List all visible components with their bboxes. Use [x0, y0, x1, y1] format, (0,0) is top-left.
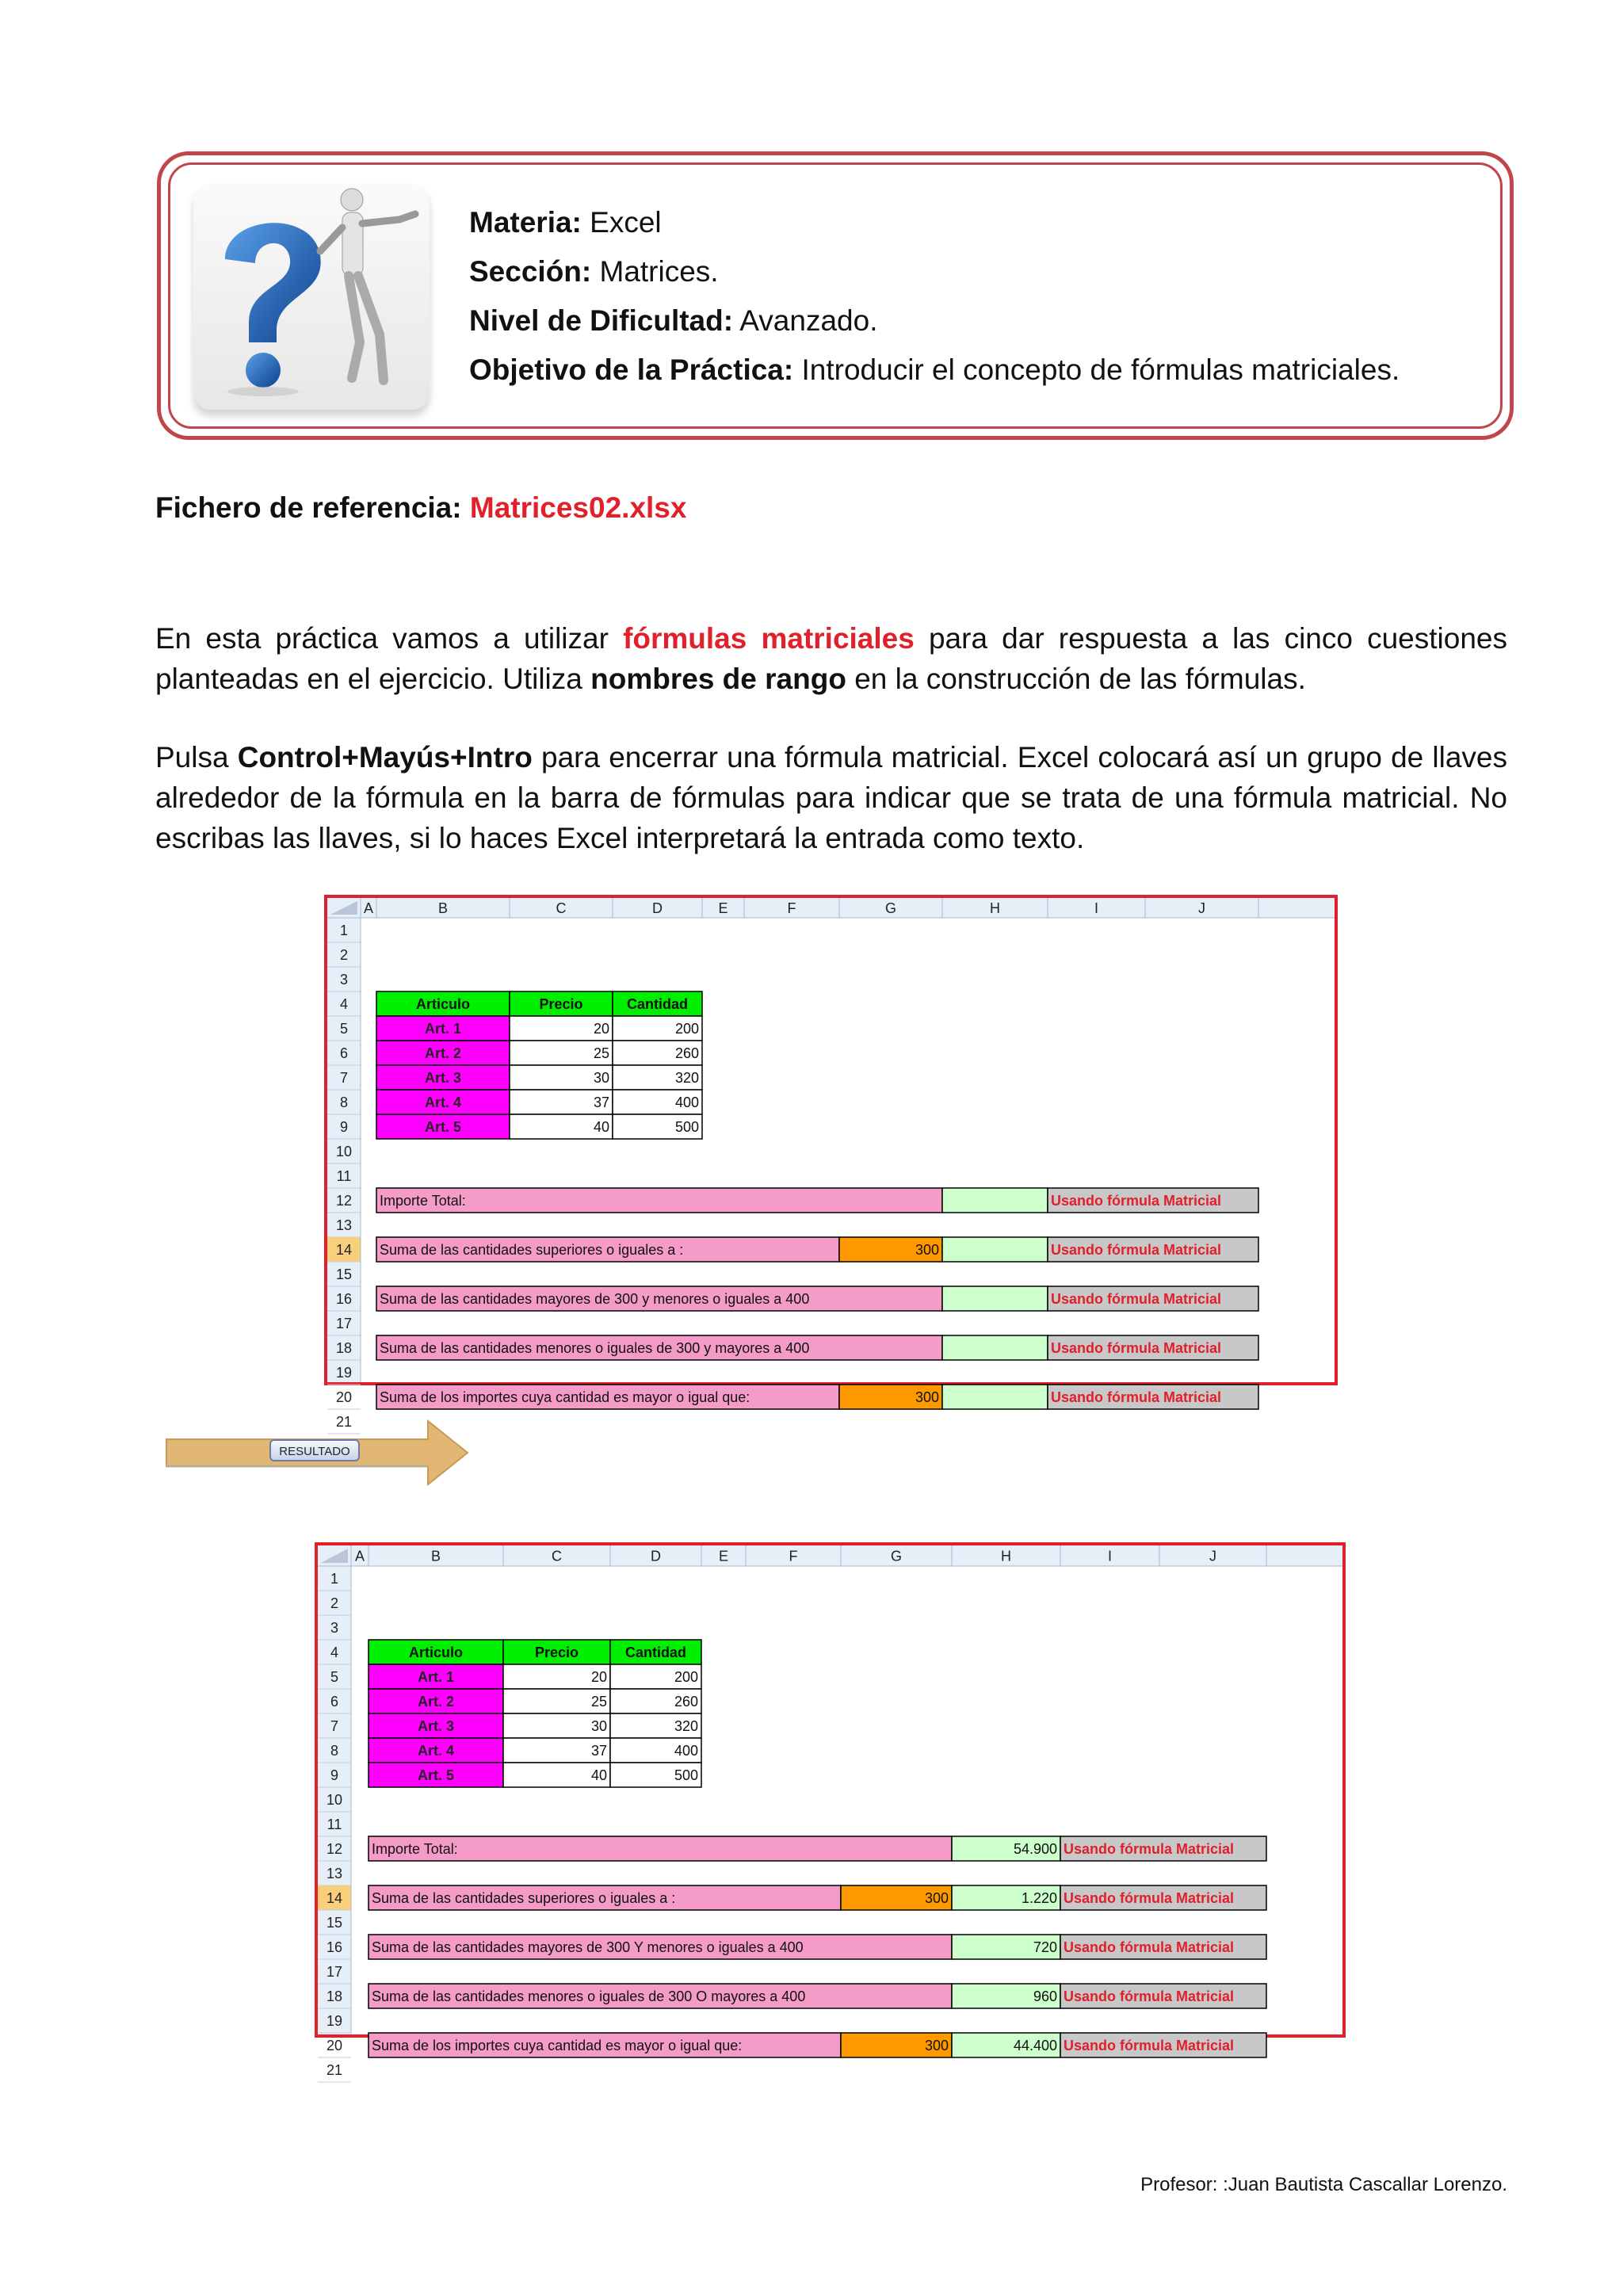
table-header-text: Cantidad: [626, 995, 689, 1012]
quantity-value: 500: [674, 1118, 699, 1135]
row-header: 20: [335, 1389, 353, 1405]
row-header: 4: [339, 995, 349, 1012]
price-value: 40: [593, 1118, 609, 1135]
formula-tag: Usando fórmula Matricial: [1064, 1988, 1235, 2004]
row-header: 16: [326, 1939, 343, 1955]
row-header: 11: [336, 1167, 352, 1184]
result-cell: [942, 1385, 1048, 1409]
row-header: 13: [335, 1217, 353, 1233]
column-header: J: [1198, 900, 1205, 916]
question-text: Suma de las cantidades mayores de 300 Y menores o iguales a 400: [372, 1939, 804, 1955]
criteria-value: 300: [924, 1889, 949, 1906]
instructions-paragraph: Pulsa Control+Mayús+Intro para encerrar una fórmula matricial. Excel colocará así un grupo de llaves alrededor de la fórmula en la barra de fórmulas para indicar que se trata de una fórmula matricial. No escribas las llaves, si lo haces Excel interpretará la entrada como texto.: [155, 741, 1507, 854]
row-header: 21: [335, 1413, 353, 1430]
row-header: 1: [330, 1570, 339, 1587]
header-subject: Materia: Excel: [469, 206, 662, 239]
row-header: 17: [326, 1963, 343, 1980]
result-cell: [942, 1335, 1048, 1360]
question-text: Suma de los importes cuya cantidad es mayor o igual que:: [372, 2037, 743, 2053]
price-value: 25: [590, 1693, 607, 1710]
column-header: G: [890, 1548, 903, 1564]
row-header: 12: [335, 1192, 353, 1209]
result-cell: [942, 1188, 1048, 1213]
article-name: Art. 4: [417, 1742, 455, 1759]
price-value: 20: [593, 1020, 609, 1037]
formula-tag: Usando fórmula Matricial: [1064, 1840, 1235, 1857]
column-header: C: [552, 1548, 562, 1564]
article-name: Art. 4: [424, 1094, 462, 1110]
resultado-button[interactable]: RESULTADO: [269, 1439, 360, 1461]
row-header: 17: [335, 1315, 353, 1331]
column-header: A: [363, 900, 374, 916]
price-value: 30: [590, 1717, 607, 1734]
table-header-text: Precio: [534, 1644, 579, 1660]
column-header: F: [789, 1548, 798, 1564]
row-header: 1: [339, 922, 349, 938]
result-cell: [942, 1237, 1048, 1262]
column-header: I: [1094, 900, 1099, 916]
quantity-value: 500: [674, 1767, 698, 1783]
article-name: Art. 1: [417, 1668, 455, 1685]
row-header: 10: [326, 1791, 343, 1808]
question-text: Suma de las cantidades menores o iguales de 300 O mayores a 400: [372, 1988, 806, 2004]
footer-professor: Profesor: :Juan Bautista Cascallar Lorenzo.: [1140, 2174, 1507, 2195]
row-header: 19: [326, 2012, 343, 2029]
price-value: 37: [590, 1742, 607, 1759]
header-difficulty: Nivel de Dificultad: Avanzado.: [469, 304, 878, 337]
question-text: Suma de las cantidades menores o iguales de 300 y mayores a 400: [380, 1339, 810, 1356]
result-value: 720: [1033, 1939, 1057, 1955]
article-name: Art. 3: [417, 1717, 455, 1734]
quantity-value: 260: [674, 1045, 699, 1061]
row-header: 6: [330, 1693, 339, 1710]
question-text: Suma de las cantidades mayores de 300 y menores o iguales a 400: [380, 1290, 810, 1307]
row-header: 8: [339, 1094, 349, 1110]
table-header-text: Cantidad: [624, 1644, 687, 1660]
formula-tag: Usando fórmula Matricial: [1051, 1339, 1222, 1356]
article-name: Art. 5: [417, 1767, 455, 1783]
column-header: B: [430, 1548, 441, 1564]
quantity-value: 320: [674, 1069, 699, 1086]
row-header: 18: [326, 1988, 343, 2004]
formula-tag: Usando fórmula Matricial: [1064, 1939, 1235, 1955]
row-header: 14: [335, 1241, 353, 1258]
question-text: Importe Total:: [380, 1192, 466, 1209]
intro-paragraph: En esta práctica vamos a utilizar fórmulas matriciales para dar respuesta a las cinco cuestiones planteadas en el ejercicio. Utiliza nombres de rango en la construcción de las fórmulas.: [155, 622, 1507, 695]
row-header: 3: [339, 971, 349, 988]
row-header: 20: [326, 2037, 343, 2053]
column-header: I: [1107, 1548, 1113, 1564]
quantity-value: 400: [674, 1742, 698, 1759]
column-header: C: [556, 900, 567, 916]
price-value: 20: [590, 1668, 607, 1685]
column-header: E: [718, 1548, 729, 1564]
column-header: E: [718, 900, 728, 916]
criteria-value: 300: [915, 1241, 939, 1258]
quantity-value: 320: [674, 1717, 698, 1734]
column-header: J: [1209, 1548, 1216, 1564]
formula-tag: Usando fórmula Matricial: [1064, 1889, 1235, 1906]
row-header: 2: [339, 946, 349, 963]
row-header: 9: [339, 1118, 349, 1135]
row-header: 11: [327, 1816, 342, 1832]
formula-tag: Usando fórmula Matricial: [1051, 1241, 1222, 1258]
row-header: 10: [335, 1143, 353, 1159]
formula-tag: Usando fórmula Matricial: [1051, 1192, 1222, 1209]
row-header: 6: [339, 1045, 349, 1061]
column-header: A: [354, 1548, 365, 1564]
price-value: 30: [593, 1069, 609, 1086]
row-header: 7: [330, 1717, 339, 1734]
price-value: 40: [590, 1767, 607, 1783]
result-value: 1.220: [1021, 1889, 1057, 1906]
quantity-value: 260: [674, 1693, 698, 1710]
result-value: 44.400: [1013, 2037, 1057, 2053]
row-header: 5: [339, 1020, 349, 1037]
row-header: 13: [326, 1865, 343, 1881]
article-name: Art. 3: [424, 1069, 462, 1086]
row-header: 5: [330, 1668, 339, 1685]
question-text: Importe Total:: [372, 1840, 458, 1857]
row-header: 16: [335, 1290, 353, 1307]
row-header: 15: [326, 1914, 343, 1931]
question-text: Suma de las cantidades superiores o iguales a :: [372, 1889, 676, 1906]
header-objective: Objetivo de la Práctica: Introducir el concepto de fórmulas matriciales.: [469, 353, 1400, 386]
result-value: 960: [1033, 1988, 1057, 2004]
formula-tag: Usando fórmula Matricial: [1064, 2037, 1235, 2053]
row-header: 8: [330, 1742, 339, 1759]
question-mark-figure-image: [193, 184, 430, 410]
row-header: 7: [339, 1069, 349, 1086]
spreadsheet-result: [315, 1542, 1346, 2078]
column-header: H: [1001, 1548, 1011, 1564]
column-header: F: [787, 900, 796, 916]
price-value: 37: [593, 1094, 609, 1110]
column-header: H: [990, 900, 1000, 916]
quantity-value: 200: [674, 1668, 698, 1685]
article-name: Art. 5: [424, 1118, 462, 1135]
table-header-text: Precio: [539, 995, 583, 1012]
quantity-value: 200: [674, 1020, 699, 1037]
article-name: Art. 2: [424, 1045, 462, 1061]
article-name: Art. 2: [417, 1693, 455, 1710]
table-header-text: Articulo: [415, 995, 471, 1012]
row-header: 15: [335, 1266, 353, 1282]
result-value: 54.900: [1013, 1840, 1057, 1857]
question-text: Suma de las cantidades superiores o iguales a :: [380, 1241, 684, 1258]
row-header: 12: [326, 1840, 343, 1857]
reference-file-name: Matrices02.xlsx: [469, 491, 687, 524]
criteria-value: 300: [924, 2037, 949, 2053]
result-cell: [942, 1286, 1048, 1311]
column-header: D: [652, 900, 663, 916]
row-header: 18: [335, 1339, 353, 1356]
column-header: D: [651, 1548, 661, 1564]
column-header: G: [884, 900, 897, 916]
table-header-text: Articulo: [408, 1644, 464, 1660]
formula-tag: Usando fórmula Matricial: [1051, 1389, 1222, 1405]
row-header: 21: [326, 2061, 343, 2078]
criteria-value: 300: [915, 1389, 939, 1405]
column-header: B: [437, 900, 449, 916]
formula-tag: Usando fórmula Matricial: [1051, 1290, 1222, 1307]
price-value: 25: [593, 1045, 609, 1061]
row-header: 2: [330, 1595, 339, 1611]
article-name: Art. 1: [424, 1020, 462, 1037]
row-header: 14: [326, 1889, 343, 1906]
question-text: Suma de los importes cuya cantidad es mayor o igual que:: [380, 1389, 750, 1405]
reference-file-line: Fichero de referencia: Matrices02.xlsx: [155, 491, 687, 524]
row-header: 4: [330, 1644, 339, 1660]
row-header: 19: [335, 1364, 353, 1381]
header-section: Sección: Matrices.: [469, 255, 719, 288]
quantity-value: 400: [674, 1094, 699, 1110]
row-header: 3: [330, 1619, 339, 1636]
spreadsheet-exercise: [324, 895, 1338, 1430]
row-header: 9: [330, 1767, 339, 1783]
